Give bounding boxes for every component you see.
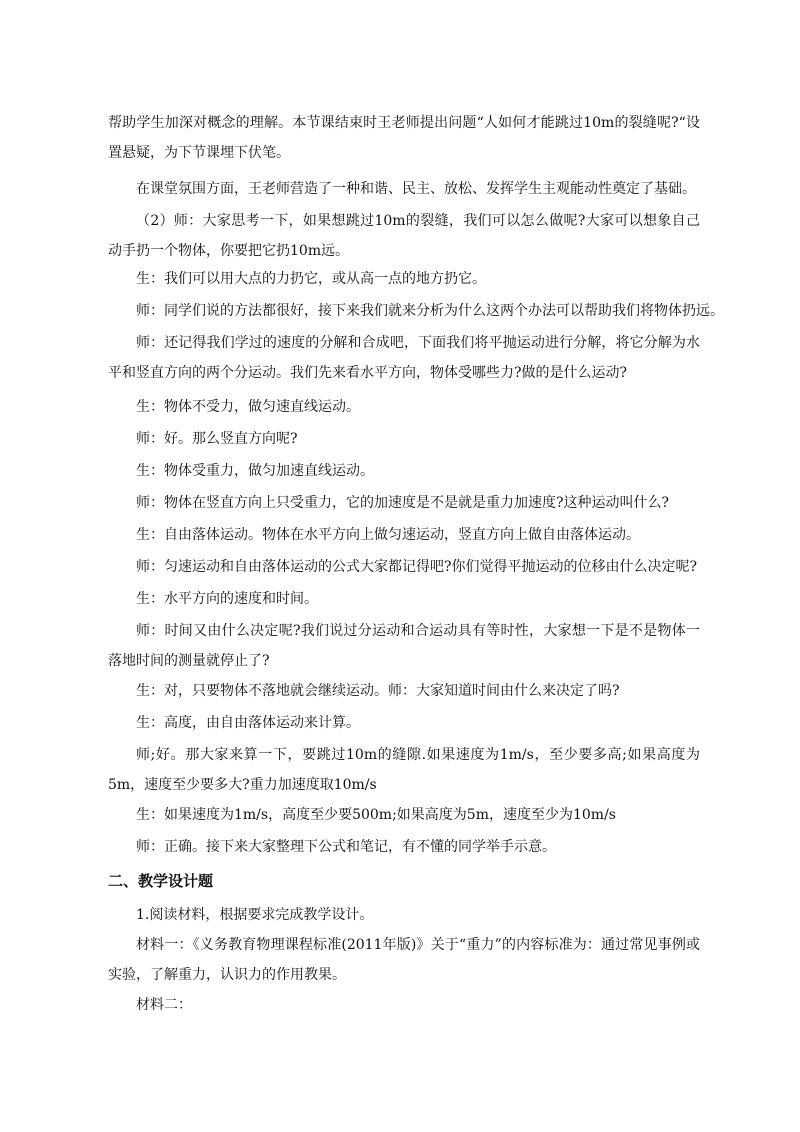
paragraph-2: 在课堂氛围方面，王老师营造了一种和谐、民主、放松、发挥学生主观能动性奠定了基础。: [136, 181, 696, 197]
paragraph-22: 材料二：: [136, 997, 192, 1013]
paragraph-7: 生：物体不受力，做匀速直线运动。: [136, 399, 360, 415]
paragraph-8: 师：好。那么竖直方向呢?: [136, 431, 298, 447]
paragraph-21: 材料一：《义务教育物理课程标准(2011年版)》关于“重力”的内容标准为：通过常见事例或实验，了解重力，认识力的作用教果。: [108, 937, 700, 983]
section-heading: 二、教学设计题: [108, 872, 214, 890]
paragraph-14: 师：时间又由什么决定呢?我们说过分运动和合运动具有等时性，大家想一下是不是物体一落地时间的测量就停止了?: [108, 623, 700, 669]
paragraph-15: 生：对，只要物体不落地就会继续运动。师：大家知道时间由什么来决定了吗?: [136, 683, 620, 699]
paragraph-16: 生：高度，由自由落体运动来计算。: [136, 715, 360, 731]
paragraph-19: 师：正确。接下来大家整理下公式和笔记，有不懂的同学举手示意。: [136, 839, 556, 855]
paragraph-18: 生：如果速度为1m/s，高度至少要500m;如果高度为5m，速度至少为10m/s: [136, 807, 616, 823]
paragraph-1: 帮助学生加深对概念的理解。本节课结束时王老师提出问题“人如何才能跳过10m的裂缝呢?“设置悬疑，为下节课埋下伏笔。: [108, 115, 700, 161]
paragraph-17: 师;好。那大家来算一下，要跳过10m的缝隙.如果速度为1m/s，至少要多高;如果高度为5m，速度至少要多大?重力加速度取10m/s: [108, 747, 700, 793]
paragraph-6: 师：还记得我们学过的速度的分解和合成吧，下面我们将平抛运动进行分解，将它分解为水平和竖直方向的两个分运动。我们先来看水平方向，物体受哪些力?做的是什么运动?: [108, 335, 700, 381]
paragraph-10: 师：物体在竖直方向上只受重力，它的加速度是不是就是重力加速度?这种运动叫什么?: [136, 495, 670, 511]
paragraph-13: 生：水平方向的速度和时间。: [136, 591, 318, 607]
paragraph-12: 师：匀速运动和自由落体运动的公式大家都记得吧?你们觉得平抛运动的位移由什么决定呢?: [136, 559, 698, 575]
paragraph-9: 生：物体受重力，做匀加速直线运动。: [136, 463, 374, 479]
paragraph-5: 师：同学们说的方法都很好，接下来我们就来分析为什么这两个办法可以帮助我们将物体扔远。: [136, 303, 724, 319]
paragraph-20: 1.阅读材料，根据要求完成教学设计。: [136, 907, 374, 923]
paragraph-3: （2）师：大家思考一下，如果想跳过10m的裂缝，我们可以怎么做呢?大家可以想象自己动手扔一个物体，你要把它扔10m远。: [108, 213, 700, 259]
paragraph-4: 生：我们可以用大点的力扔它，或从高一点的地方扔它。: [136, 271, 486, 287]
paragraph-11: 生：自由落体运动。物体在水平方向上做匀速运动，竖直方向上做自由落体运动。: [136, 527, 640, 543]
